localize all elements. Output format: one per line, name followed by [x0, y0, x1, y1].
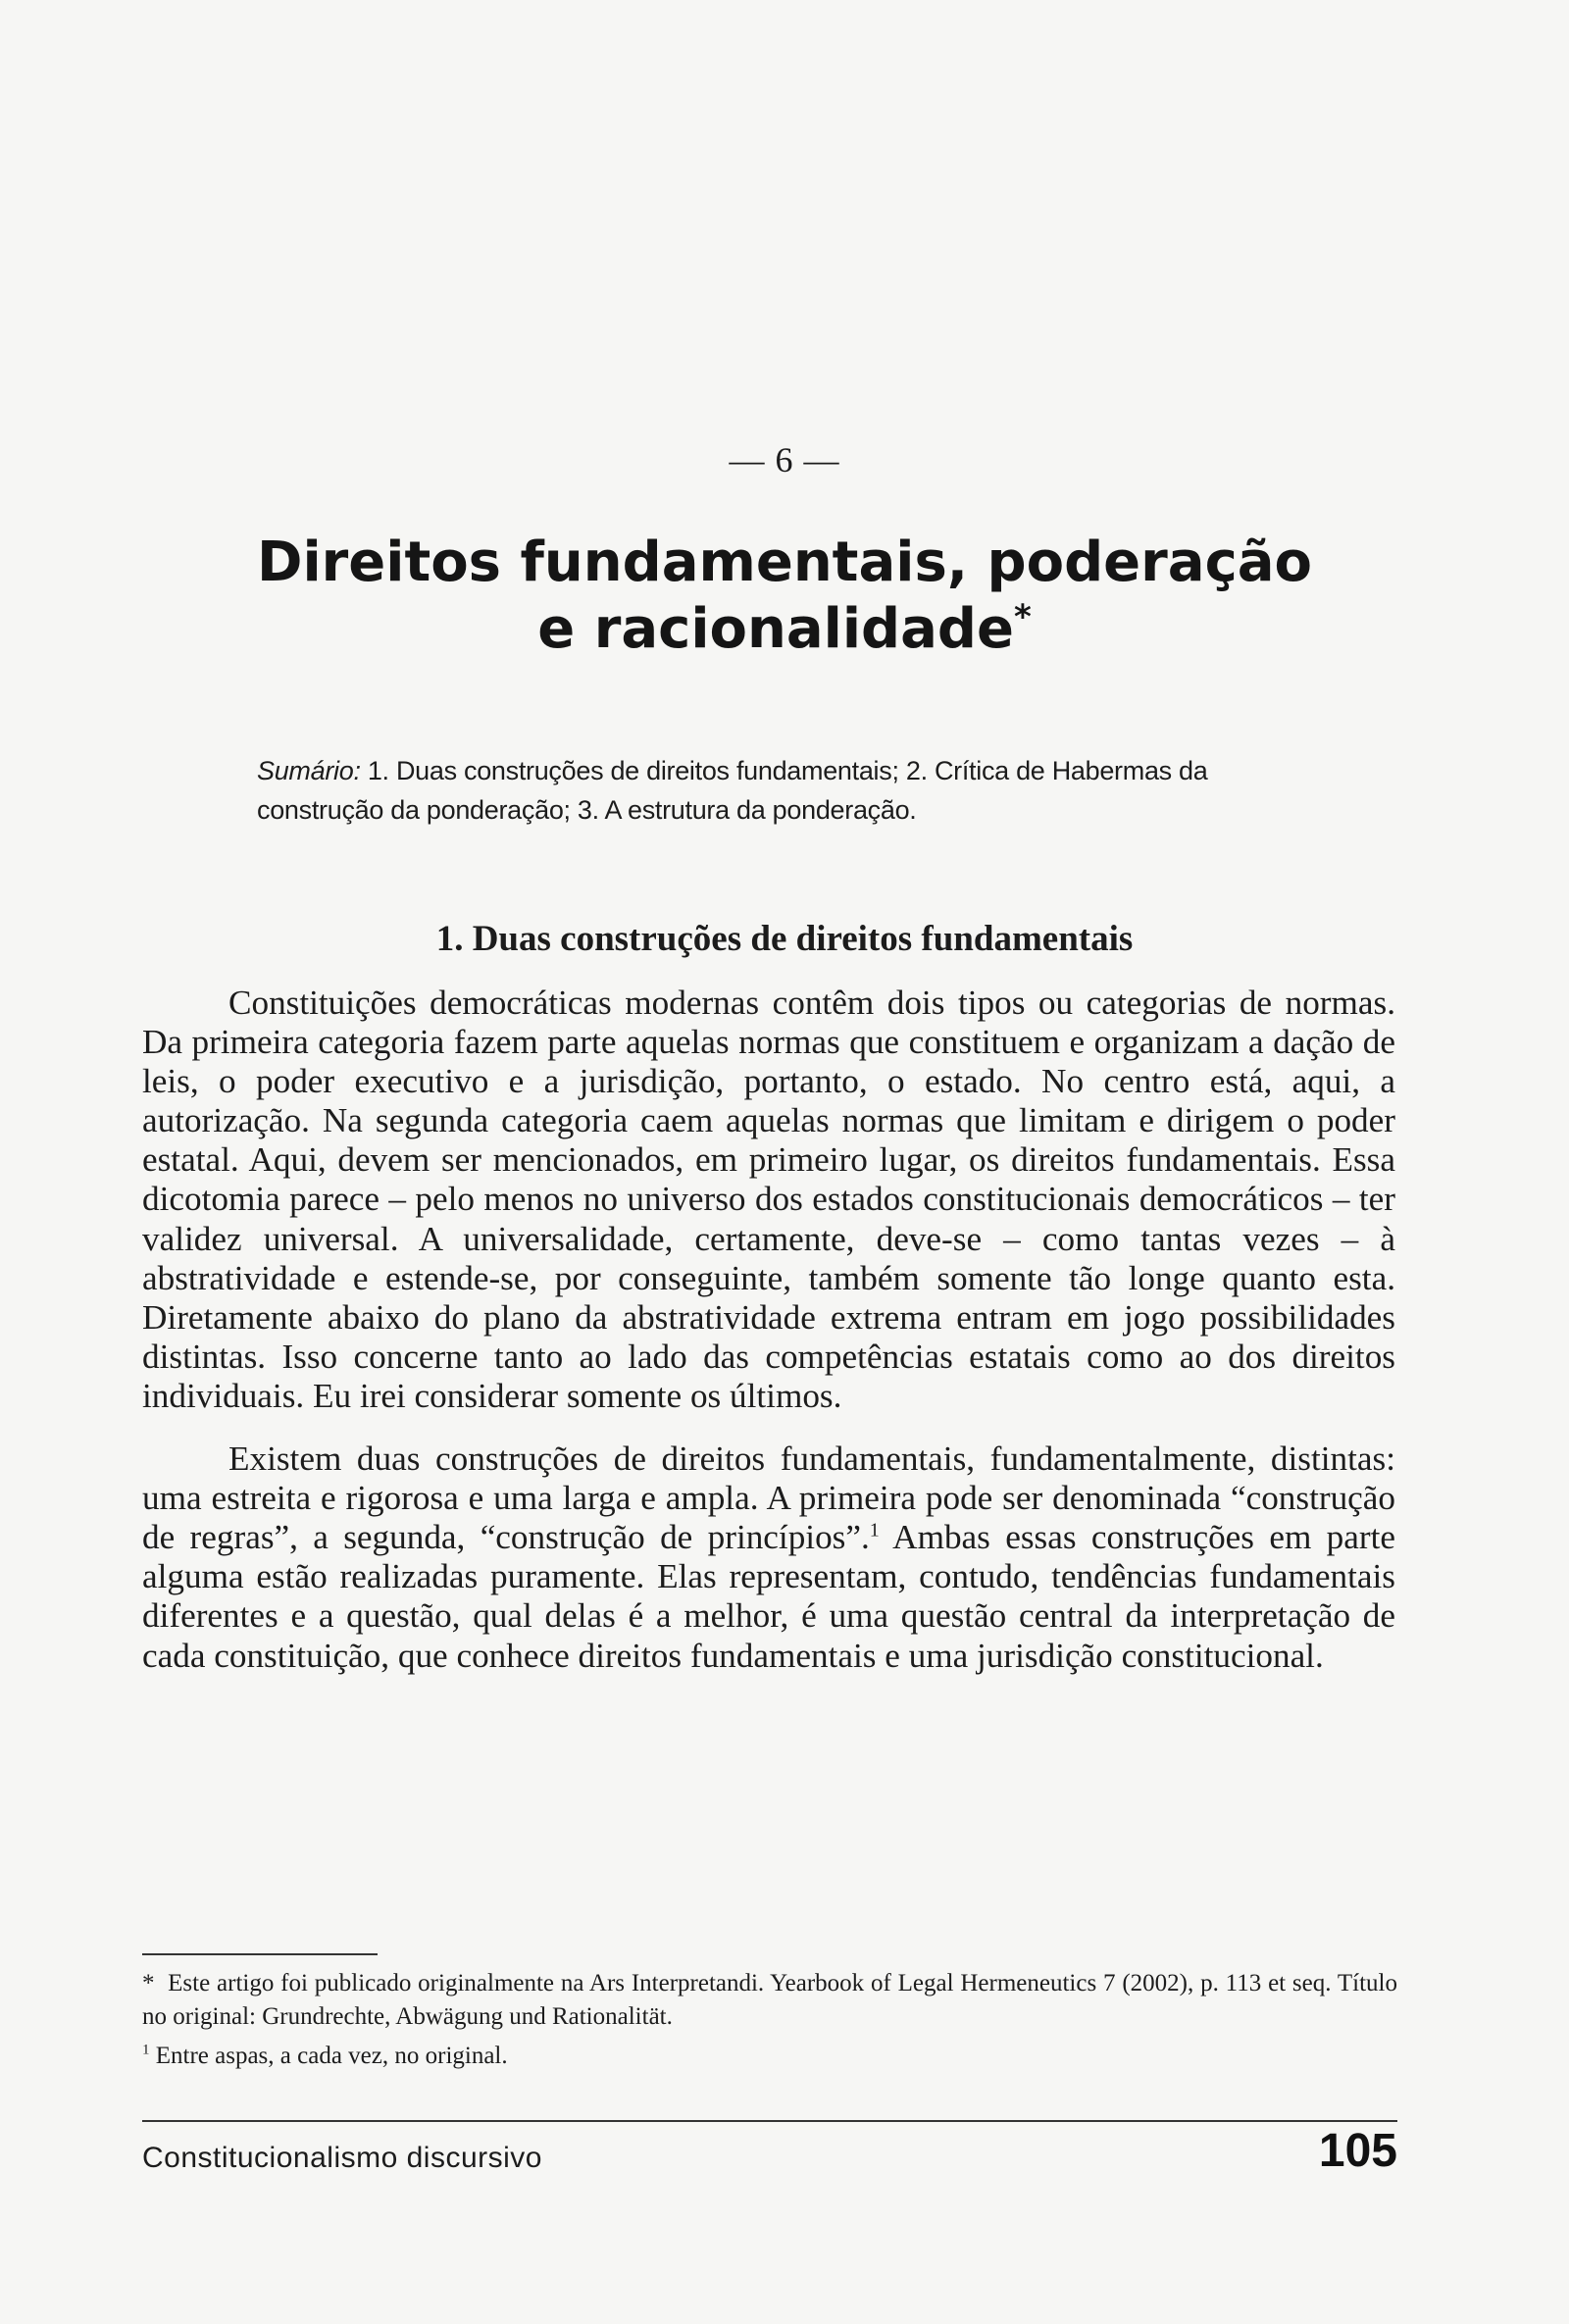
page-number: 105 — [1318, 2125, 1397, 2177]
chapter-title-footnote-marker: * — [1013, 597, 1032, 637]
footnote-1-marker: 1 — [142, 2042, 150, 2058]
chapter-number: — 6 — — [729, 440, 840, 480]
chapter-title-line2-text: e racionalidade — [537, 597, 1014, 661]
section-heading: 1. Duas construções de direitos fundamentais — [435, 919, 1134, 959]
chapter-title-line1: Direitos fundamentais, poderação — [256, 530, 1313, 594]
paragraph-2-part1: Existem duas construções de direitos fundamentais, fundamentalmente, distintas: uma estreita e rigorosa e uma larga e ampla. A primeira pode ser denominada “construção de regras”, a segunda, “construção de princípios”. — [142, 1440, 1395, 1557]
chapter-title — [196, 530, 1373, 663]
footnote-1-text: Entre aspas, a cada vez, no original. — [155, 2043, 508, 2069]
footer-divider — [142, 2120, 1397, 2122]
summary-label: Sumário: — [257, 756, 361, 785]
chapter-summary — [257, 751, 1287, 830]
body-text — [142, 984, 1395, 1699]
chapter-title-line2 — [196, 596, 1373, 663]
footnote-star — [142, 1967, 1397, 2034]
paragraph-2 — [142, 1440, 1395, 1676]
summary-text: 1. Duas construções de direitos fundamentais; 2. Crítica de Habermas da construção da ponderação; 3. A estrutura da ponderação. — [257, 756, 1208, 825]
paragraph-1: Constituições democráticas modernas contêm dois tipos ou categorias de normas. Da primeira categoria fazem parte aquelas normas que constituem e organizam a dação de leis, o poder executivo e a jurisdição, portanto, o estado. No centro está, aqui, a autorização. Na segunda categoria caem aquelas normas que limitam e dirigem o poder estatal. Aqui, devem ser mencionados, em primeiro lugar, os direitos fundamentais. Essa dicotomia parece – pelo menos no universo dos estados constitucionais democráticos – ter validez universal. A universalidade, certamente, deve-se – como tantas vezes – à abstratividade e estende-se, por conseguinte, também somente tão longe quanto esta. Diretamente abaixo do plano da abstratividade extrema entram em jogo possibilidades distintas. Isso concerne tanto ao lado das competências estatais como ao dos direitos individuais. Eu irei considerar somente os últimos. — [142, 984, 1395, 1415]
footnote-star-marker: * — [142, 1970, 155, 1996]
footnote-1 — [142, 2040, 1397, 2073]
footnote-star-text: Este artigo foi publicado originalmente na Ars Interpretandi. Yearbook of Legal Hermeneutics 7 (2002), p. 113 et seq. Título no original: Grundrechte, Abwägung und Rationalität. — [142, 1970, 1397, 2030]
paragraph-2-part2: Ambas essas construções em parte alguma estão realizadas puramente. Elas representam, contudo, tendências fundamentais diferentes e a questão, qual delas é a melhor, é uma questão central da interpretação de cada constituição, que conhece direitos fundamentais e uma jurisdição constitucional. — [142, 1518, 1395, 1675]
footnote-divider — [142, 1953, 378, 1955]
footnote-ref-1: 1 — [869, 1519, 880, 1541]
footnotes — [142, 1967, 1397, 2079]
running-footer-title: Constitucionalismo discursivo — [142, 2142, 542, 2174]
